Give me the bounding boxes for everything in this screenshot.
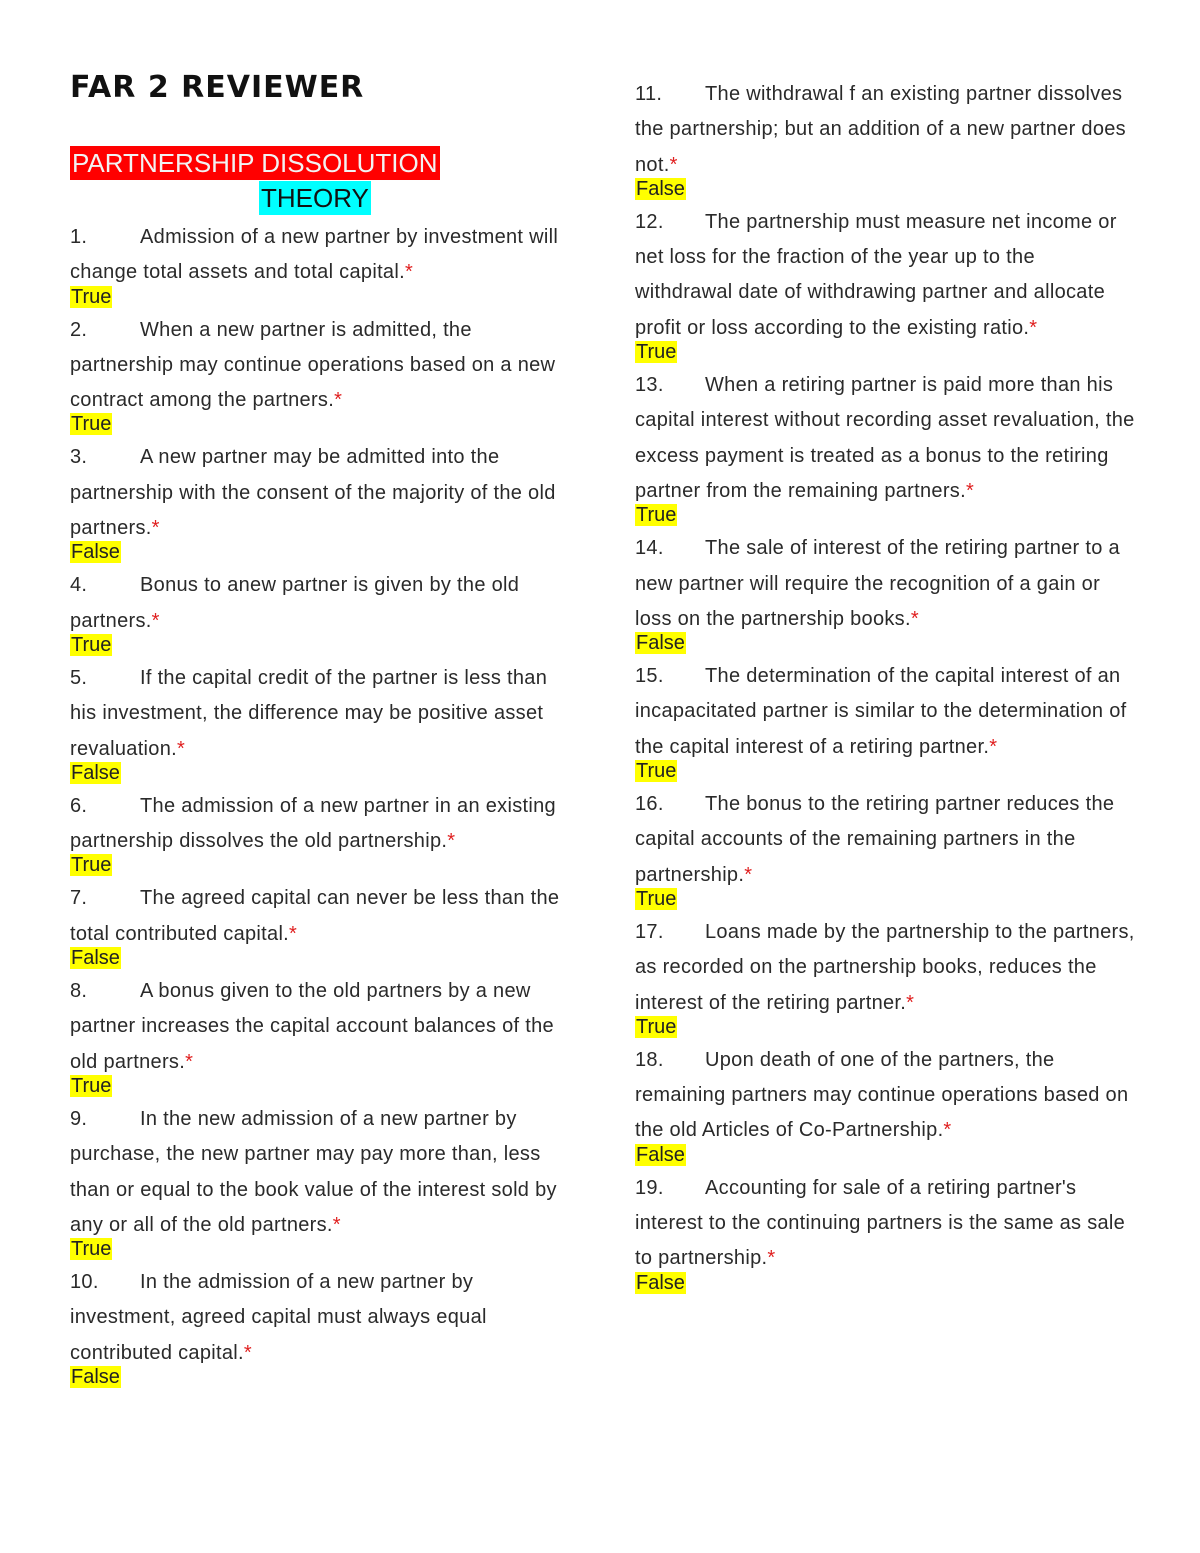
required-asterisk: * [767, 1247, 776, 1270]
question-item [635, 1171, 1135, 1297]
answer-highlight: True [71, 633, 112, 656]
question-number: 10. [70, 1271, 99, 1294]
question-item [635, 531, 1135, 657]
question-number: 12. [635, 210, 664, 233]
question-item [70, 440, 570, 566]
answer-highlight: True [71, 1238, 112, 1261]
answer-row [635, 175, 1135, 203]
answer-highlight: True [636, 887, 677, 910]
answer-highlight: True [636, 1015, 677, 1038]
question-text-line [635, 77, 1135, 183]
question-text-line [70, 568, 570, 639]
question-number: 5. [70, 666, 88, 689]
question-item [70, 313, 570, 439]
required-asterisk: * [151, 517, 160, 540]
answer-highlight: True [636, 341, 677, 364]
question-item [70, 974, 570, 1100]
required-asterisk: * [151, 609, 160, 632]
question-number: 9. [70, 1107, 88, 1130]
answer-highlight: True [71, 1074, 112, 1097]
answer-highlight: True [636, 504, 677, 527]
answer-highlight: False [71, 541, 120, 564]
answer-highlight: False [636, 177, 685, 200]
question-text-line [635, 531, 1135, 637]
answer-highlight: True [71, 285, 112, 308]
question-item [635, 368, 1135, 529]
question-number: 7. [70, 887, 88, 910]
question-text-line [635, 787, 1135, 893]
required-asterisk: * [1029, 316, 1038, 339]
question-item [635, 77, 1135, 203]
question-text-line [70, 313, 570, 419]
document-title: FAR 2 REVIEWER [70, 70, 365, 105]
question-number: 18. [635, 1048, 664, 1071]
question-text-line [70, 881, 570, 952]
question-item [635, 205, 1135, 366]
question-text: When a retiring partner is paid more than his capital interest without recording asset revaluation, the excess payment is treated as a bonus to the retiring partner from the remaining partners. [635, 374, 1135, 502]
question-text: The agreed capital can never be less than the total contributed capital. [70, 887, 560, 945]
question-number: 1. [70, 226, 88, 248]
required-asterisk: * [289, 922, 298, 945]
question-text-line [635, 915, 1135, 1021]
question-text: When a new partner is admitted, the partnership may continue operations based on a new contract among the partners. [70, 318, 556, 412]
question-item [70, 661, 570, 787]
question-text-line [635, 368, 1135, 509]
question-text-line [635, 1043, 1135, 1149]
question-number: 14. [635, 537, 664, 560]
required-asterisk: * [943, 1119, 952, 1142]
question-text-line [70, 1102, 570, 1243]
question-number: 17. [635, 920, 664, 943]
question-number: 3. [70, 446, 88, 469]
question-text-line [70, 440, 570, 546]
question-text: In the new admission of a new partner by purchase, the new partner may pay more than, less than or equal to the book value of the interest sold by any or all of the old partners. [70, 1107, 557, 1236]
answer-highlight: False [71, 1366, 120, 1389]
question-item [635, 787, 1135, 913]
required-asterisk: * [910, 607, 919, 630]
required-asterisk: * [906, 991, 915, 1014]
question-number: 16. [635, 793, 664, 816]
required-asterisk: * [185, 1050, 194, 1073]
question-item [70, 881, 570, 972]
left-column [70, 220, 570, 1393]
question-text-line [70, 974, 570, 1080]
question-item [635, 915, 1135, 1041]
question-text: The sale of interest of the retiring partner to a new partner will require the recognition of a gain or loss on the partnership books. [635, 537, 1120, 630]
question-text: Admission of a new partner by investment will change total assets and total capital. [70, 226, 559, 284]
question-text: Loans made by the partnership to the partners, as recorded on the partnership books, reduces the interest of the retiring partner. [635, 920, 1135, 1014]
answer-highlight: True [636, 760, 677, 783]
answer-highlight: False [636, 1143, 685, 1166]
question-text: If the capital credit of the partner is less than his investment, the difference may be positive asset revaluation. [70, 666, 548, 760]
question-text: The partnership must measure net income or net loss for the fraction of the year up to the withdrawal date of withdrawing partner and allocate profit or loss according to the existing ratio. [635, 210, 1117, 339]
question-text-line [635, 205, 1135, 346]
required-asterisk: * [447, 830, 456, 853]
answer-highlight: True [71, 854, 112, 877]
right-column [635, 77, 1135, 1299]
question-number: 6. [70, 794, 88, 817]
required-asterisk: * [965, 479, 975, 502]
question-number: 11. [635, 83, 663, 105]
required-asterisk: * [332, 1213, 341, 1236]
question-text-line [70, 661, 570, 767]
answer-highlight: True [71, 413, 112, 436]
question-number: 8. [70, 980, 88, 1003]
section-heading-text: PARTNERSHIP DISSOLUTION [72, 148, 438, 178]
section-heading [70, 146, 440, 180]
required-asterisk: * [744, 863, 753, 886]
answer-highlight: False [71, 947, 120, 970]
question-text: A new partner may be admitted into the partnership with the consent of the majority of the old partners. [70, 446, 556, 540]
question-text: Upon death of one of the partners, the remaining partners may continue operations based on the old Articles of Co-Partnership. [635, 1048, 1129, 1142]
question-item [70, 1265, 570, 1391]
question-item [70, 789, 570, 880]
required-asterisk: * [404, 261, 414, 284]
question-text: The withdrawal f an existing partner dissolves the partnership; but an addition of a new partner does not. [635, 83, 1126, 176]
question-text: Bonus to anew partner is given by the old partners. [70, 574, 520, 632]
required-asterisk: * [989, 735, 998, 758]
required-asterisk: * [243, 1341, 252, 1364]
question-item [70, 1102, 570, 1263]
question-item [635, 1043, 1135, 1169]
question-text: A bonus given to the old partners by a new partner increases the capital account balances of the old partners. [70, 980, 554, 1073]
question-text: Accounting for sale of a retiring partner's interest to the continuing partners is the same as sale to partnership. [635, 1176, 1126, 1270]
subheading: THEORY [261, 183, 369, 213]
required-asterisk: * [334, 389, 343, 412]
question-text-line [635, 659, 1135, 765]
answer-highlight: False [636, 632, 685, 655]
question-text: The determination of the capital interest of an incapacitated partner is similar to the determination of the capital interest of a retiring partner. [635, 665, 1127, 758]
question-text-line [70, 789, 570, 860]
answer-highlight: False [71, 761, 120, 784]
question-number: 2. [70, 318, 88, 341]
required-asterisk: * [669, 153, 678, 176]
question-item [70, 568, 570, 659]
question-item [635, 659, 1135, 785]
question-number: 19. [635, 1176, 664, 1199]
question-text: In the admission of a new partner by investment, agreed capital must always equal contributed capital. [70, 1271, 487, 1364]
question-number: 15. [635, 665, 664, 688]
question-number: 4. [70, 574, 88, 597]
question-text-line [635, 1171, 1135, 1277]
required-asterisk: * [177, 737, 186, 760]
question-text-line [70, 220, 570, 291]
answer-highlight: False [636, 1271, 685, 1294]
question-text: The admission of a new partner in an existing partnership dissolves the old partnership. [70, 794, 556, 853]
question-text-line [70, 1265, 570, 1371]
question-item [70, 220, 570, 311]
question-number: 13. [635, 374, 664, 397]
question-text: The bonus to the retiring partner reduces the capital accounts of the remaining partners in the partnership. [635, 793, 1115, 886]
